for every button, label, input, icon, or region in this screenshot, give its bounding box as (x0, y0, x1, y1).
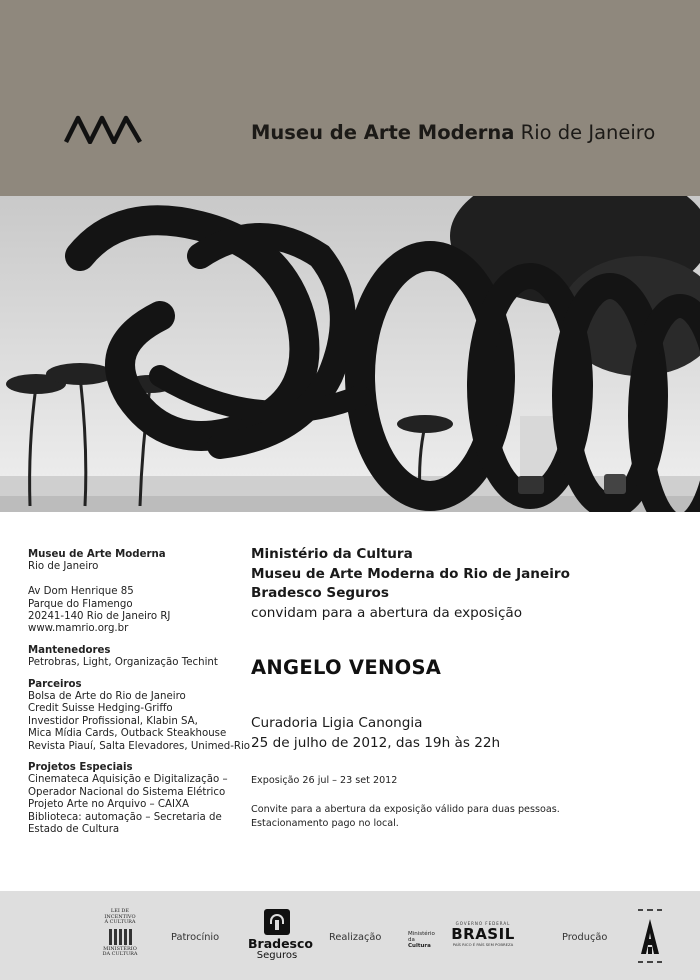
lei-logo-text: LEI DE (110, 908, 130, 914)
lei-logo-text: DA CULTURA (102, 951, 138, 957)
minc-text: Cultura (408, 943, 431, 949)
address-spacer (28, 574, 238, 586)
brasil-slogan: PAÍS RICO É PAÍS SEM POBREZA (452, 942, 514, 947)
projetos-block (28, 762, 238, 836)
producer-a-logo-icon (637, 907, 663, 965)
bradesco-name: Bradesco (248, 936, 313, 951)
artist-name: ANGELO VENOSA (251, 656, 442, 679)
bradesco-sub: Seguros (256, 950, 298, 961)
governo-brasil-logo (449, 921, 517, 947)
patrocinio-label: Patrocínio (171, 932, 220, 943)
sponsor-info-column (28, 549, 251, 846)
address-line: Parque do Flamengo (28, 598, 133, 610)
minc-text: Ministério da (408, 931, 435, 943)
section-line: Bolsa de Arte do Rio de Janeiro (28, 691, 186, 703)
section-line: Projeto Arte no Arquivo – CAIXA (28, 799, 189, 811)
address-block (28, 549, 238, 636)
exhibition-period: Exposição 26 jul – 23 set 2012 (251, 775, 398, 786)
invitation-column (251, 545, 671, 830)
museum-title (251, 121, 655, 144)
website-link[interactable]: www.mamrio.org.br (28, 623, 129, 635)
section-heading: Mantenedores (28, 644, 111, 656)
section-line: Revista Piauí, Salta Elevadores, Unimed-Rio (28, 740, 251, 752)
address-line: 20241-140 Rio de Janeiro RJ (28, 611, 171, 623)
parceiros-block (28, 678, 251, 753)
inviter-line: Bradesco Seguros (251, 585, 389, 601)
section-line: Mica Mídia Cards, Outback Steakhouse (28, 728, 227, 740)
invite-text: convidam para a abertura da exposição (251, 604, 523, 621)
inviters-block (251, 545, 671, 623)
sponsor-footer (0, 891, 700, 980)
note-line: Convite para a abertura da exposição válido para duas pessoas. (251, 804, 560, 815)
bradesco-tree-icon (264, 909, 290, 935)
mantenedores-block (28, 645, 238, 670)
brasil-top-text: GOVERNO FEDERAL (455, 921, 511, 926)
curator-line: Curadoria Ligia Canongia (251, 715, 423, 731)
mam-logo-icon (64, 114, 142, 144)
realizacao-label: Realização (329, 932, 382, 943)
invitation-notes (251, 803, 671, 830)
curator-block (251, 714, 671, 753)
section-line: Biblioteca: automação – Secretaria de (28, 811, 222, 823)
address-line: Av Dom Henrique 85 (28, 586, 134, 598)
section-heading: Projetos Especiais (28, 762, 133, 774)
header-band (0, 0, 700, 196)
sculpture-photo (0, 196, 700, 512)
opening-date: 25 de julho de 2012, das 19h às 22h (251, 734, 501, 751)
lei-logo-text: À CULTURA (104, 919, 136, 925)
section-line: Petrobras, Light, Organização Techint (28, 657, 218, 669)
columns-icon (97, 929, 143, 945)
ministerio-cultura-logo (408, 931, 442, 949)
lei-incentivo-logo (97, 909, 143, 965)
section-line: Credit Suisse Hedging-Griffo (28, 703, 173, 715)
note-line: Estacionamento pago no local. (251, 817, 399, 829)
bradesco-seguros-logo (248, 909, 313, 962)
section-line: Investidor Profissional, Klabin SA, (28, 715, 198, 727)
section-line: Cinemateca Aquisição e Digitalização – (28, 774, 228, 786)
museum-title-bold: Museu de Arte Moderna (251, 121, 515, 144)
brasil-word: BRASIL (451, 925, 515, 943)
inviter-line: Museu de Arte Moderna do Rio de Janeiro (251, 565, 570, 582)
lei-logo-text: INCENTIVO (104, 913, 136, 920)
section-line: Estado de Cultura (28, 824, 120, 836)
producao-label: Produção (562, 932, 608, 943)
section-line: Operador Nacional do Sistema Elétrico (28, 786, 226, 798)
address-name: Museu de Arte Moderna (28, 549, 166, 560)
museum-title-regular: Rio de Janeiro (520, 121, 656, 144)
lei-logo-text: MINISTÉRIO (103, 945, 137, 952)
inviter-line: Ministério da Cultura (251, 546, 413, 562)
address-line: Rio de Janeiro (28, 561, 99, 573)
section-heading: Parceiros (28, 678, 82, 690)
